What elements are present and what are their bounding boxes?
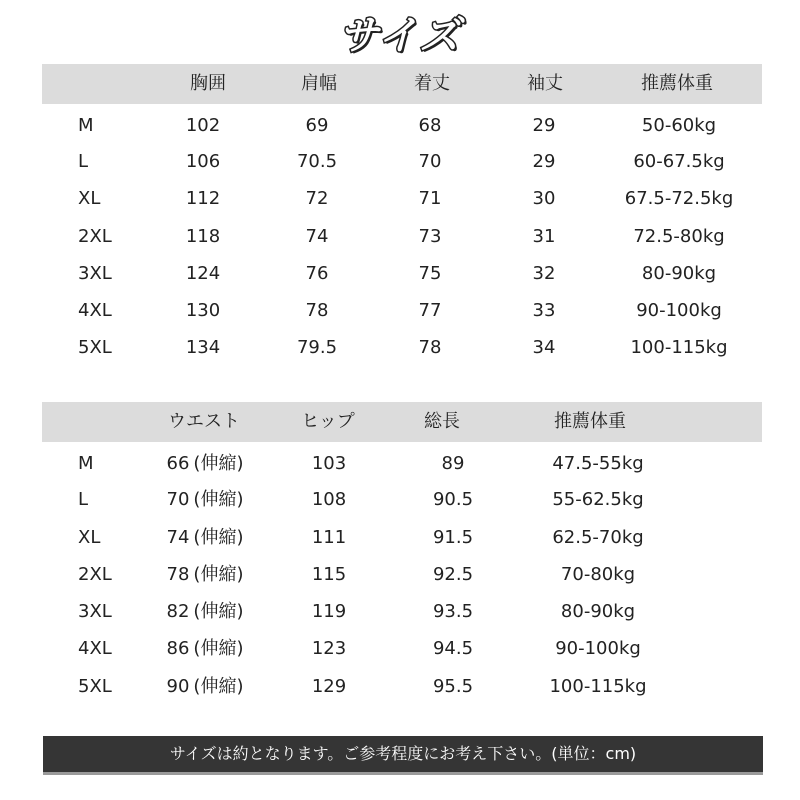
table2-cell-waist bbox=[167, 637, 244, 661]
table2-cell-hip bbox=[312, 563, 346, 587]
table1-cell-sleeve: 32 bbox=[532, 263, 556, 284]
table1-cell-size: XL bbox=[78, 188, 101, 209]
table2-value-hip: 111 bbox=[311, 527, 347, 548]
table2-cell-weight bbox=[561, 563, 635, 587]
table1-cell-size: 5XL bbox=[78, 337, 112, 358]
table2-cell-size bbox=[78, 488, 88, 512]
table2-value-hip: 108 bbox=[311, 489, 347, 510]
table2-value-size: 3XL bbox=[78, 601, 112, 622]
table2-value-hip: 129 bbox=[311, 676, 347, 697]
table2-value-weight: 62.5-70kg bbox=[552, 527, 644, 548]
stretch-note: (伸縮) bbox=[193, 676, 244, 697]
table2-value-hip: 103 bbox=[311, 453, 347, 474]
table2-cell-total-length bbox=[433, 600, 473, 624]
table2-value-waist: 74 bbox=[166, 527, 190, 548]
page-title: サイズ bbox=[338, 13, 462, 59]
table1-cell-sleeve: 33 bbox=[532, 300, 556, 321]
table2-cell-hip bbox=[312, 526, 346, 550]
table1-cell-length: 73 bbox=[418, 226, 442, 247]
table1-cell-weight: 67.5-72.5kg bbox=[624, 188, 734, 209]
table2-value-weight: 47.5-55kg bbox=[552, 453, 644, 474]
table2-value-weight: 70-80kg bbox=[560, 564, 636, 585]
table1-cell-weight: 60-67.5kg bbox=[633, 151, 725, 172]
table2-cell-total-length bbox=[433, 675, 473, 699]
table1-cell-sleeve: 29 bbox=[532, 151, 556, 172]
table1-header-weight: 推薦体重 bbox=[641, 73, 713, 94]
stretch-note: (伸縮) bbox=[193, 601, 244, 622]
table2-cell-size bbox=[78, 600, 112, 624]
table1-cell-chest: 118 bbox=[185, 226, 221, 247]
table1-cell-chest: 130 bbox=[185, 300, 221, 321]
table1-cell-shoulder: 74 bbox=[305, 226, 329, 247]
stretch-note: (伸縮) bbox=[193, 453, 244, 474]
table1-cell-shoulder: 72 bbox=[305, 188, 329, 209]
table2-cell-hip bbox=[312, 675, 346, 699]
table1-cell-length: 75 bbox=[418, 263, 442, 284]
table1-cell-length: 68 bbox=[418, 115, 442, 136]
table2-value-hip: 115 bbox=[311, 564, 347, 585]
stretch-note: (伸縮) bbox=[193, 489, 244, 510]
table1-cell-weight: 90-100kg bbox=[636, 300, 722, 321]
table2-value-size: 2XL bbox=[78, 564, 112, 585]
table1-cell-weight: 50-60kg bbox=[641, 115, 717, 136]
table2-cell-size bbox=[78, 563, 112, 587]
table2-cell-size bbox=[78, 675, 112, 699]
stretch-note: (伸縮) bbox=[193, 527, 244, 548]
table2-value-total-length: 90.5 bbox=[432, 489, 474, 510]
table2-value-waist: 78 bbox=[166, 564, 190, 585]
footer-note: サイズは約となります。ご参考程度にお考え下さい。(単位：cm) bbox=[43, 736, 763, 772]
table2-cell-waist bbox=[167, 488, 244, 512]
stretch-note: (伸縮) bbox=[193, 638, 244, 659]
table1-header-shoulder: 肩幅 bbox=[301, 73, 337, 94]
table1-cell-length: 70 bbox=[418, 151, 442, 172]
table1-cell-size: L bbox=[78, 151, 89, 172]
table1-cell-sleeve: 29 bbox=[532, 115, 556, 136]
table2-value-weight: 80-90kg bbox=[560, 601, 636, 622]
table2-value-waist: 90 bbox=[166, 676, 190, 697]
table2-header bbox=[42, 402, 762, 442]
table1-cell-size: 4XL bbox=[78, 300, 112, 321]
table2-cell-weight bbox=[561, 600, 635, 624]
table2-value-waist: 70 bbox=[166, 489, 190, 510]
table1-cell-size: 3XL bbox=[78, 263, 112, 284]
stretch-note: (伸縮) bbox=[193, 564, 244, 585]
table2-cell-weight bbox=[552, 488, 643, 512]
table2-cell-size bbox=[78, 452, 94, 476]
table2-cell-hip bbox=[312, 452, 346, 476]
table2-value-weight: 90-100kg bbox=[555, 638, 641, 659]
table2-value-size: M bbox=[78, 453, 94, 474]
table2-cell-size bbox=[78, 637, 112, 661]
table2-cell-weight bbox=[555, 637, 641, 661]
table2-cell-waist bbox=[167, 526, 244, 550]
table2-cell-size bbox=[78, 526, 100, 550]
table1-cell-size: M bbox=[78, 115, 94, 136]
table1-cell-length: 78 bbox=[418, 337, 442, 358]
table2-cell-waist bbox=[167, 600, 244, 624]
table2-cell-waist bbox=[167, 563, 244, 587]
table1-cell-weight: 72.5-80kg bbox=[633, 226, 725, 247]
table2-cell-hip bbox=[312, 600, 346, 624]
table2-cell-weight bbox=[549, 675, 646, 699]
table2-cell-waist bbox=[167, 452, 244, 476]
table1-cell-sleeve: 34 bbox=[532, 337, 556, 358]
table2-value-weight: 55-62.5kg bbox=[552, 489, 644, 510]
table1-cell-chest: 106 bbox=[185, 151, 221, 172]
table1-cell-chest: 102 bbox=[185, 115, 221, 136]
table2-value-total-length: 89 bbox=[441, 453, 465, 474]
table2-cell-total-length bbox=[442, 452, 465, 476]
table1-header-sleeve: 袖丈 bbox=[527, 73, 563, 94]
table1-cell-shoulder: 69 bbox=[305, 115, 329, 136]
table2-value-total-length: 91.5 bbox=[432, 527, 474, 548]
table1-cell-weight: 100-115kg bbox=[630, 337, 728, 358]
table2-cell-total-length bbox=[433, 637, 473, 661]
table2-cell-total-length bbox=[433, 563, 473, 587]
table2-value-total-length: 95.5 bbox=[432, 676, 474, 697]
table2-value-size: XL bbox=[78, 527, 101, 548]
table2-value-size: 4XL bbox=[78, 638, 112, 659]
table2-value-total-length: 92.5 bbox=[432, 564, 474, 585]
table2-value-waist: 82 bbox=[166, 601, 190, 622]
table2-header-weight: 推薦体重 bbox=[554, 411, 626, 432]
table2-cell-weight bbox=[552, 452, 643, 476]
table1-cell-sleeve: 30 bbox=[532, 188, 556, 209]
table2-cell-total-length bbox=[433, 526, 473, 550]
table1-cell-length: 77 bbox=[418, 300, 442, 321]
table2-value-hip: 119 bbox=[311, 601, 347, 622]
table2-value-waist: 66 bbox=[166, 453, 190, 474]
table2-value-total-length: 94.5 bbox=[432, 638, 474, 659]
table2-value-size: 5XL bbox=[78, 676, 112, 697]
table2-cell-weight bbox=[552, 526, 643, 550]
table2-value-total-length: 93.5 bbox=[432, 601, 474, 622]
table1-cell-chest: 134 bbox=[185, 337, 221, 358]
table2-value-weight: 100-115kg bbox=[549, 676, 647, 697]
table1-cell-size: 2XL bbox=[78, 226, 112, 247]
table1-cell-length: 71 bbox=[418, 188, 442, 209]
table2-cell-waist bbox=[167, 675, 244, 699]
table1-cell-shoulder: 79.5 bbox=[296, 337, 338, 358]
table1-cell-chest: 112 bbox=[185, 188, 221, 209]
table1-cell-shoulder: 76 bbox=[305, 263, 329, 284]
table2-value-size: L bbox=[78, 489, 89, 510]
table2-header-waist: ウエスト bbox=[168, 411, 240, 432]
table1-cell-sleeve: 31 bbox=[532, 226, 556, 247]
table2-cell-hip bbox=[312, 637, 346, 661]
table2-header-total-length: 総長 bbox=[424, 411, 460, 432]
table1-cell-weight: 80-90kg bbox=[641, 263, 717, 284]
table1-header-chest: 胸囲 bbox=[190, 73, 226, 94]
table1-header-length: 着丈 bbox=[414, 73, 450, 94]
table1-cell-chest: 124 bbox=[185, 263, 221, 284]
table2-cell-hip bbox=[312, 488, 346, 512]
table1-header bbox=[42, 64, 762, 104]
table2-cell-total-length bbox=[433, 488, 473, 512]
table2-value-hip: 123 bbox=[311, 638, 347, 659]
table1-cell-shoulder: 78 bbox=[305, 300, 329, 321]
table2-header-hip: ヒップ bbox=[301, 411, 355, 432]
table1-cell-shoulder: 70.5 bbox=[296, 151, 338, 172]
table2-value-waist: 86 bbox=[166, 638, 190, 659]
